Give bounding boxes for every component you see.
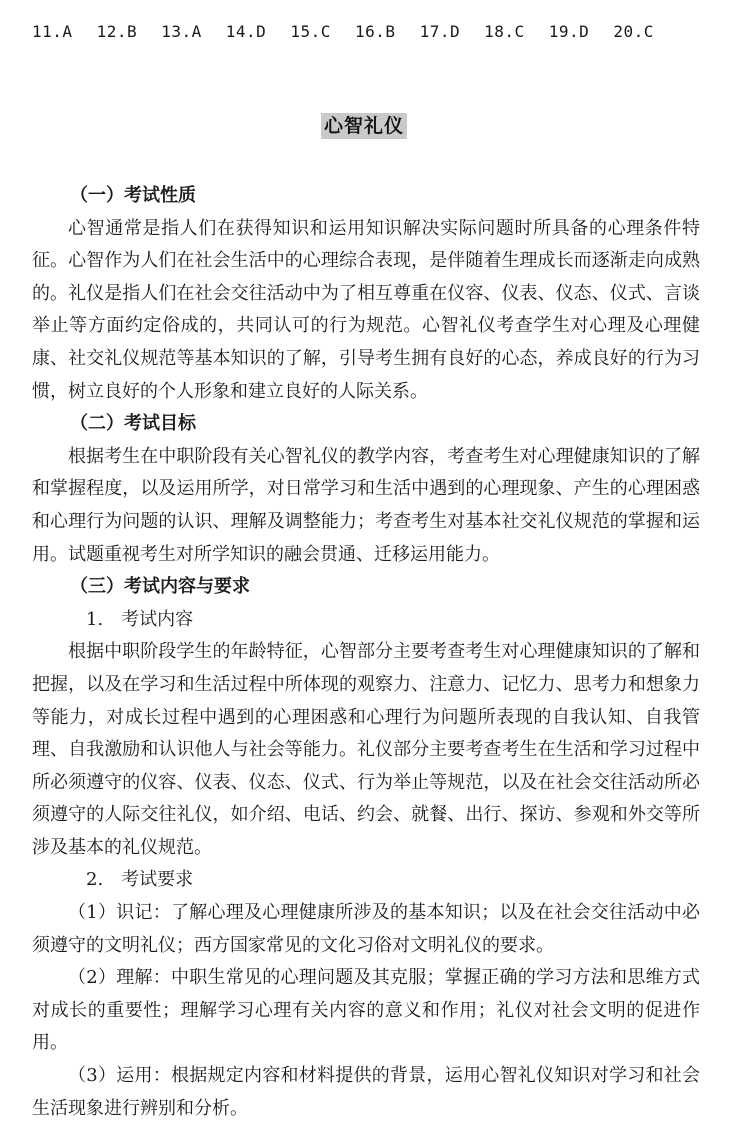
section-heading-goals: （二）考试目标	[70, 413, 196, 435]
answer-key-row	[32, 22, 678, 42]
section-text-goals: 根据考生在中职阶段有关心智礼仪的教学内容，考查考生对心理健康知识的了解和掌握程度，以及运用所学，对日常学习和生活中遇到的心理现象、产生的心理困惑和心理行为问题的认识、理解及调整能力；考查考生对基本社交礼仪规范的掌握和运用。试题重视考生对所学知识的融会贯通、迁移运用能力。	[32, 445, 700, 565]
answer-item: 11.A	[32, 22, 73, 41]
section-heading-nature: （一）考试性质	[70, 185, 196, 206]
section-heading-content: （三）考试内容与要求	[70, 576, 250, 598]
answer-item: 14.D	[225, 22, 267, 41]
answer-item: 18.C	[484, 22, 525, 41]
subsection-heading-requirements: 2. 考试要求	[86, 869, 194, 891]
answer-item: 20.C	[613, 22, 654, 41]
requirement-item: （1）识记：了解心理及心理健康所涉及的基本知识；以及在社会交往活动中必须遵守的文明礼仪；西方国家常见的文化习俗对文明礼仪的要求。	[32, 902, 700, 956]
answer-item: 15.C	[290, 22, 331, 41]
requirement-item: （2）理解：中职生常见的心理问题及其克服；掌握正确的学习方法和思维方式对成长的重要性；理解学习心理有关内容的意义和作用；礼仪对社会文明的促进作用。	[32, 967, 700, 1054]
subsection-heading-content: 1. 考试内容	[86, 608, 194, 630]
answer-item: 16.B	[354, 22, 396, 41]
requirement-item: （3）运用：根据规定内容和材料提供的背景，运用心智礼仪知识对学习和社会生活现象进行辨别和分析。	[32, 1065, 700, 1119]
subsection-text-content: 根据中职阶段学生的年龄特征，心智部分主要考查考生对心理健康知识的了解和把握，以及在学习和生活过程中所体现的观察力、注意力、记忆力、思考力和想象力等能力，对成长过程中遇到的心理困惑和心理行为问题所表现的自我认知、自我管理、自我激励和认识他人与社会等能力。礼仪部分主要考查考生在生活和学习过程中所必须遵守的仪容、仪表、仪态、仪式、行为举止等规范，以及在社会交往活动所必须遵守的人际交往礼仪，如介绍、电话、约会、就餐、出行、探访、参观和外交等所涉及基本的礼仪规范。	[32, 641, 700, 858]
section-text-nature: 心智通常是指人们在获得知识和运用知识解决实际问题时所具备的心理条件特征。心智作为人们在社会生活中的心理综合表现，是伴随着生理成长而逐渐走向成熟的。礼仪是指人们在社会交往活动中为了相互尊重在仪容、仪表、仪态、仪式、言谈举止等方面约定俗成的，共同认可的行为规范。心智礼仪考查学生对心理及心理健康、社交礼仪规范等基本知识的了解，引导考生拥有良好的心态，养成良好的行为习惯，树立良好的个人形象和建立良好的人际关系。	[32, 217, 700, 402]
answer-item: 12.B	[96, 22, 138, 41]
document-body	[32, 180, 700, 1125]
page-title: 心智礼仪	[321, 113, 407, 139]
answer-item: 19.D	[548, 22, 590, 41]
answer-item: 13.A	[161, 22, 202, 41]
answer-item: 17.D	[419, 22, 461, 41]
